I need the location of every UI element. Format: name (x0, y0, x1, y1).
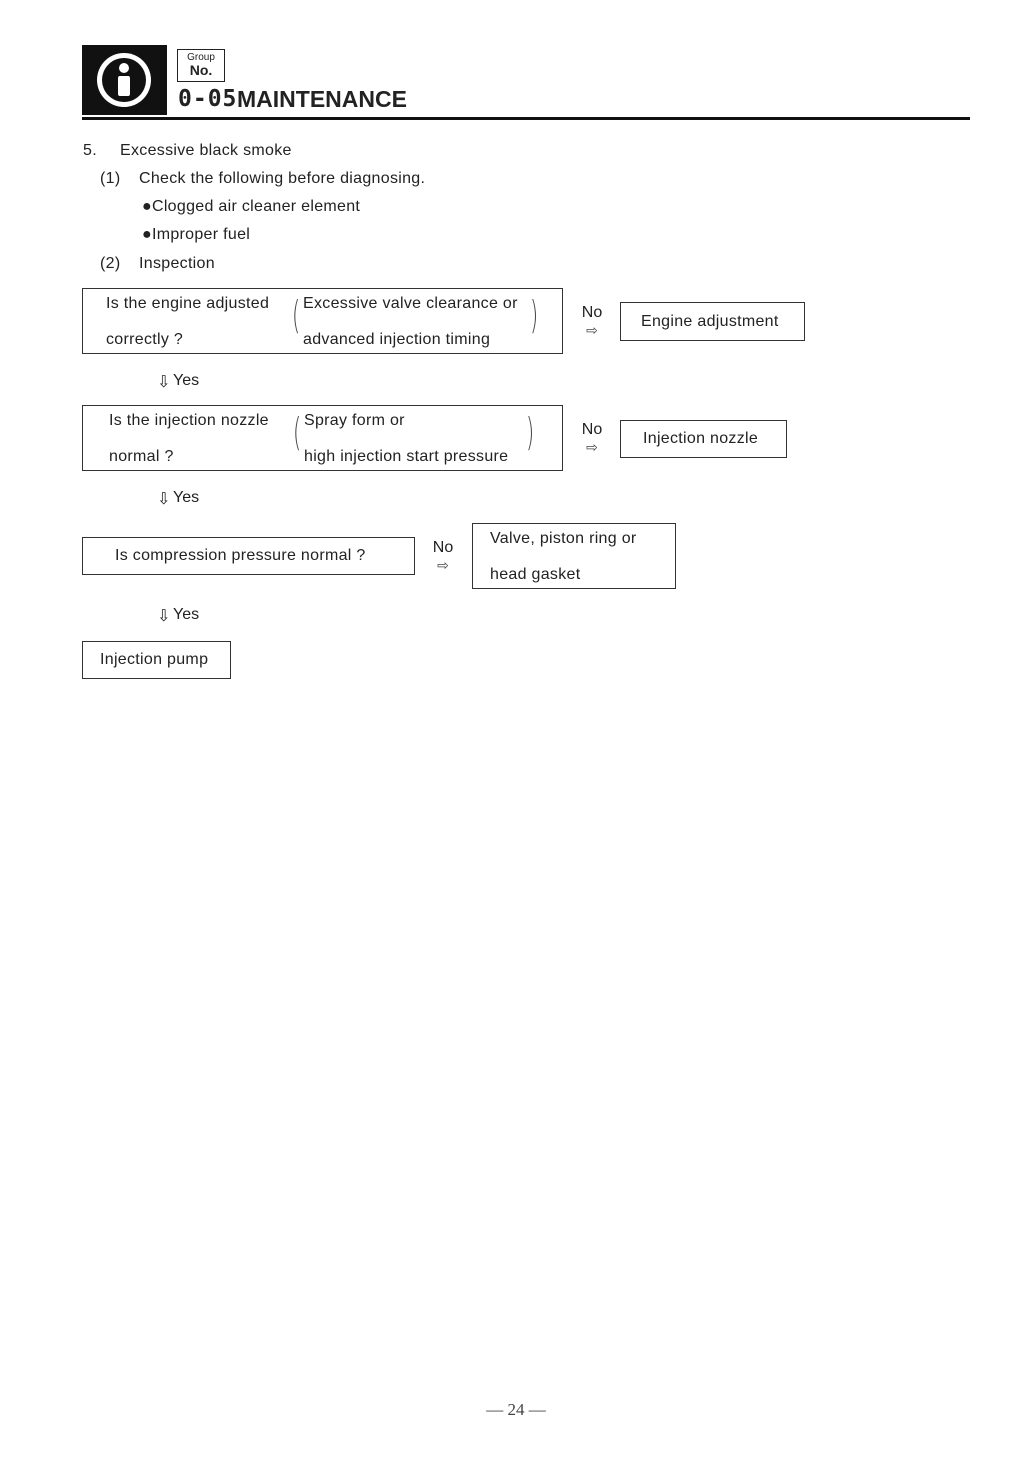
q3-line1: Is compression pressure normal ? (115, 547, 366, 564)
sub1-marker: (1) (100, 170, 121, 187)
no-label: No (581, 304, 603, 321)
result-valve-line1: Valve, piston ring or (490, 530, 637, 547)
info-logo (82, 45, 167, 115)
yes-label: Yes (173, 606, 200, 623)
close-paren: ) (526, 410, 535, 454)
q1-line1: Is the engine adjusted (106, 295, 270, 312)
close-paren: ) (530, 293, 539, 337)
header-rule (82, 117, 970, 120)
q2-line1: Is the injection nozzle (109, 412, 269, 429)
no-label: No. (189, 62, 213, 78)
q2-line2: normal ? (109, 448, 174, 465)
result-injection-nozzle: Injection nozzle (643, 430, 759, 447)
right-arrow-icon: ⇨ (586, 439, 598, 455)
sub2-marker: (2) (100, 255, 121, 272)
q1-line2: correctly ? (106, 331, 184, 348)
yes-label: Yes (173, 489, 200, 506)
result-valve-line2: head gasket (490, 566, 581, 583)
down-arrow-icon: ⇩ (157, 491, 171, 508)
group-number: 0-05 (178, 86, 238, 112)
no-label: No (581, 421, 603, 438)
section-title: Excessive black smoke (120, 142, 292, 159)
right-arrow-icon: ⇨ (437, 557, 449, 573)
q2-note1: Spray form or (304, 412, 405, 429)
section-number: 5. (83, 142, 97, 159)
result-injection-pump: Injection pump (100, 651, 209, 668)
result-engine-adjustment: Engine adjustment (641, 313, 779, 330)
q1-note2: advanced injection timing (303, 331, 491, 348)
no-label: No (432, 539, 454, 556)
info-icon (82, 45, 167, 115)
page-title: MAINTENANCE (237, 86, 407, 112)
open-paren: ( (293, 410, 302, 454)
yes-label: Yes (173, 372, 200, 389)
group-label: Group (187, 52, 215, 63)
bullet-item: ●Clogged air cleaner element (142, 198, 361, 215)
sub2-text: Inspection (139, 255, 215, 272)
down-arrow-icon: ⇩ (157, 374, 171, 391)
group-number-box (177, 49, 225, 82)
down-arrow-icon: ⇩ (157, 608, 171, 625)
q2-note2: high injection start pressure (304, 448, 509, 465)
open-paren: ( (292, 293, 301, 337)
q1-note1: Excessive valve clearance or (303, 295, 518, 312)
sub1-text: Check the following before diagnosing. (139, 170, 426, 187)
right-arrow-icon: ⇨ (586, 322, 598, 338)
bullet-item: ●Improper fuel (142, 226, 251, 243)
page-number: — 24 — (486, 1400, 546, 1419)
